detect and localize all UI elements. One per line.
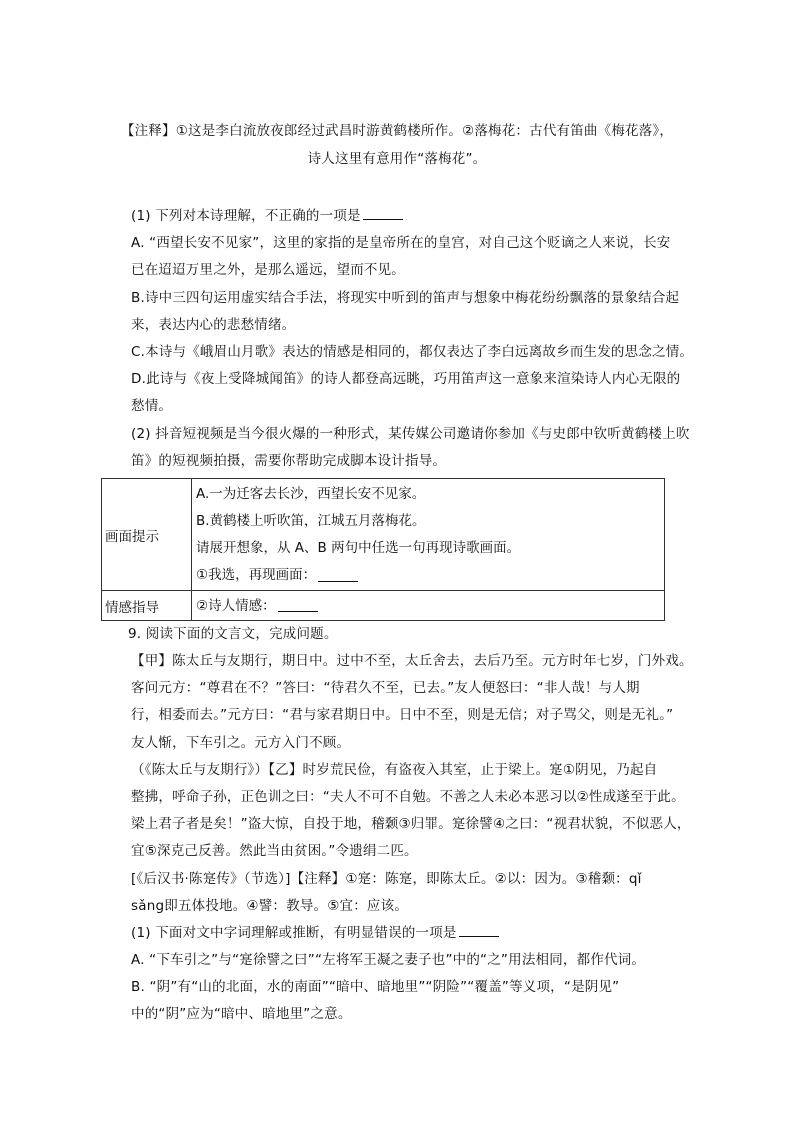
question-9-heading: 9. 阅读下面的文言文，完成问题。 <box>128 626 338 642</box>
answer-blank[interactable] <box>459 924 499 937</box>
table-label-scene: 画面提示 <box>102 479 192 591</box>
passage-jia-line-3: 行，相委而去。”元方曰：“君与家君期日中。日中不至，则是无信；对子骂父，则是无礼。” <box>131 707 674 723</box>
source-note-line-1: [《后汉书·陈寔传》（节选）]【注释】①寔：陈寔，即陈太丘。②以：因为。③稽颡：qǐ <box>131 871 642 887</box>
table-label-emotion: 情感指导 <box>102 591 192 621</box>
passage-jia-line-1: 【甲】陈太丘与友期行，期日中。过中不至，太丘舍去，去后乃至。元方时年七岁，门外戏。 <box>131 653 693 669</box>
sub-option-a-line-1: A. “下车引之”与“寔徐譬之曰”“左将军王凝之妻子也”中的“之”用法相同，都作代词。 <box>131 952 646 968</box>
passage-jia-line-4: 友人惭，下车引之。元方入门不顾。 <box>131 735 351 751</box>
scene-instruction: 请展开想象，从 A、B 两句中任选一句再现诗歌画面。 <box>196 540 521 556</box>
passage-yi-line-2: 整拂，呼命子孙，正色训之曰：“夫人不可不自勉。不善之人未必本恶习以②性成遂至于此。 <box>131 789 685 805</box>
note-line-1: 【注释】①这是李白流放夜郎经过武昌时游黄鹤楼所作。②落梅花：古代有笛曲《梅花落》， <box>120 123 674 139</box>
option-d-line-2: 愁情。 <box>131 398 173 414</box>
scene-answer-line: ①我选，再现画面： <box>196 562 664 589</box>
table-row <box>102 591 665 621</box>
answer-blank[interactable] <box>363 207 403 220</box>
scene-line-b: B.黄鹤楼上听吹笛，江城五月落梅花。 <box>196 513 426 529</box>
question-1-stem: (1) 下列对本诗理解，不正确的一项是 <box>131 206 403 226</box>
note-line-2: 诗人这里有意用作“落梅花”。 <box>307 151 487 167</box>
answer-blank[interactable] <box>318 569 358 582</box>
option-a-line-2: 已在迢迢万里之外，是那么遥远，望而不见。 <box>131 262 405 278</box>
sub-option-b-line-2: 中的“阴”应为“暗中、暗地里”之意。 <box>131 1006 352 1022</box>
script-design-table <box>101 478 665 621</box>
answer-blank[interactable] <box>278 599 318 612</box>
option-b-line-1: B.诗中三四句运用虚实结合手法，将现实中听到的笛声与想象中梅花纷纷飘落的景象结合起 <box>131 290 680 306</box>
sub-question-1-stem: (1) 下面对文中字词理解或推断，有明显错误的一项是 <box>131 923 499 943</box>
option-b-line-2: 来，表达内心的悲愁情绪。 <box>131 317 296 333</box>
table-cell-scene <box>192 479 665 591</box>
sub-option-b-line-1: B. “阴”有“山的北面，水的南面”“暗中、暗地里”“阴险”“覆盖”等义项，“是阴见” <box>131 979 620 995</box>
emotion-answer-line: ②诗人情感： <box>196 592 664 619</box>
source-note-line-2: sǎng即五体投地。④譬：教导。⑤宜：应该。 <box>131 898 409 914</box>
option-d-line-1: D.此诗与《夜上受降城闻笛》的诗人都登高远眺，巧用笛声这一意象来渲染诗人内心无限的 <box>131 371 681 387</box>
question-2-stem-1: (2) 抖音短视频是当今很火爆的一种形式，某传媒公司邀请你参加《与史郎中钦听黄鹤楼上吹 <box>131 426 690 442</box>
passage-yi-line-3: 梁上君子者是矣！”盗大惊，自投于地，稽颡③归罪。寔徐譬④之曰：“视君状貌，不似恶人， <box>131 816 691 832</box>
passage-yi-line-1: （《陈太丘与友期行》）【乙】时岁荒民俭，有盗夜入其室，止于梁上。寔①阴见，乃起自 <box>131 762 658 778</box>
table-row <box>102 479 665 591</box>
passage-jia-line-2: 客问元方：“尊君在不？”答曰：“待君久不至，已去。”友人便怒曰：“非人哉！与人期 <box>131 680 640 696</box>
scene-line-a: A.一为迁客去长沙，西望长安不见家。 <box>196 486 426 502</box>
question-2-stem-2: 笛》的短视频拍摄，需要你帮助完成脚本设计指导。 <box>131 453 447 469</box>
passage-yi-line-4: 宜⑤深克己反善。然此当由贫困。”令遗绢二匹。 <box>131 843 418 859</box>
option-a-line-1: A. “西望长安不见家”，这里的家指的是皇帝所在的皇宫，对自己这个贬谪之人来说，长安 <box>131 235 671 251</box>
option-c-line-1: C.本诗与《峨眉山月歌》表达的情感是相同的，都仅表达了李白远离故乡而生发的思念之情。 <box>131 344 694 360</box>
table-cell-emotion <box>192 591 665 621</box>
